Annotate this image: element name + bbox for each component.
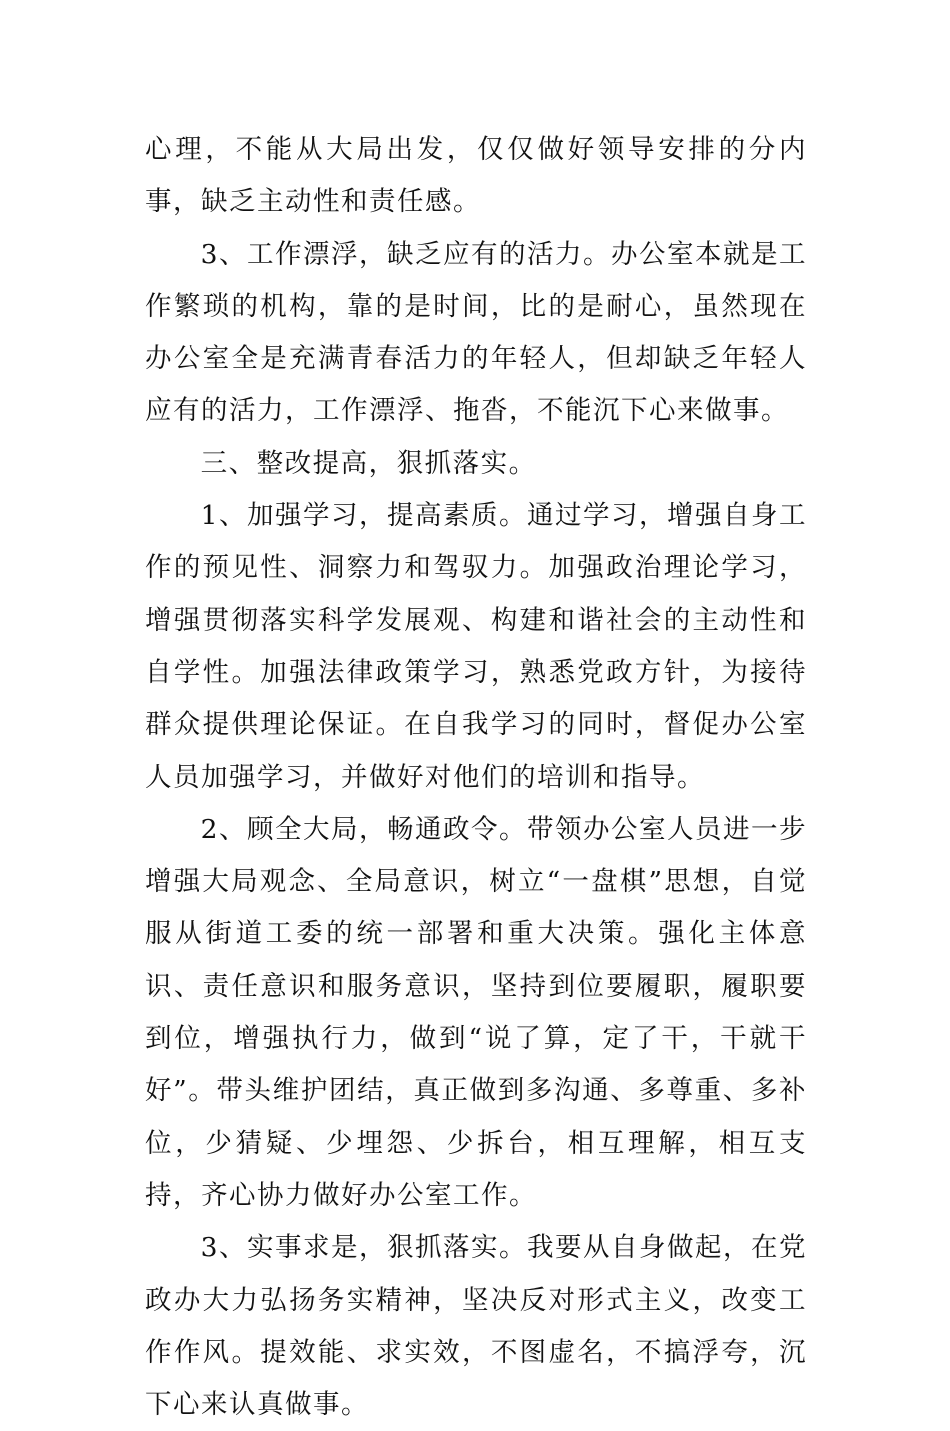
section-heading-rectification: 三、整改提高，狠抓落实。 — [200, 447, 537, 479]
paragraph-continuation: 心理，不能从大局出发，仅仅做好领导安排的分内事，缺乏主动性和责任感。 — [145, 134, 807, 218]
paragraph-item-3-work-floating: 3、工作漂浮，缺乏应有的活力。办公室本就是工作繁琐的机构，靠的是时间，比的是耐心，虽然现在办公室全是充满青春活力的年轻人，但却缺乏年轻人应有的活力，工作漂浮、拖沓，不能沉下心来做事。 — [145, 238, 808, 427]
document-body — [145, 124, 807, 1431]
paragraph-item-2-overall-situation: 2、顾全大局，畅通政令。带领办公室人员进一步增强大局观念、全局意识，树立“一盘棋”思想，自觉服从街道工委的统一部署和重大决策。强化主体意识、责任意识和服务意识，坚持到位要履职，履职要到位，增强执行力，做到“说了算，定了干，干就干好”。带头维护团结，真正做到多沟通、多尊重、多补位，少猜疑、少埋怨、少拆台，相互理解，相互支持，齐心协力做好办公室工作。 — [145, 813, 808, 1211]
paragraph-item-3-seek-truth: 3、实事求是，狠抓落实。我要从自身做起，在党政办大力弘扬务实精神，坚决反对形式主义，改变工作作风。提效能、求实效，不图虚名，不搞浮夸，沉下心来认真做事。 — [145, 1232, 808, 1421]
paragraph-item-1-strengthen-study: 1、加强学习，提高素质。通过学习，增强自身工作的预见性、洞察力和驾驭力。加强政治理论学习，增强贯彻落实科学发展观、构建和谐社会的主动性和自学性。加强法律政策学习，熟悉党政方针，为接待群众提供理论保证。在自我学习的同时，督促办公室人员加强学习，并做好对他们的培训和指导。 — [145, 500, 808, 793]
